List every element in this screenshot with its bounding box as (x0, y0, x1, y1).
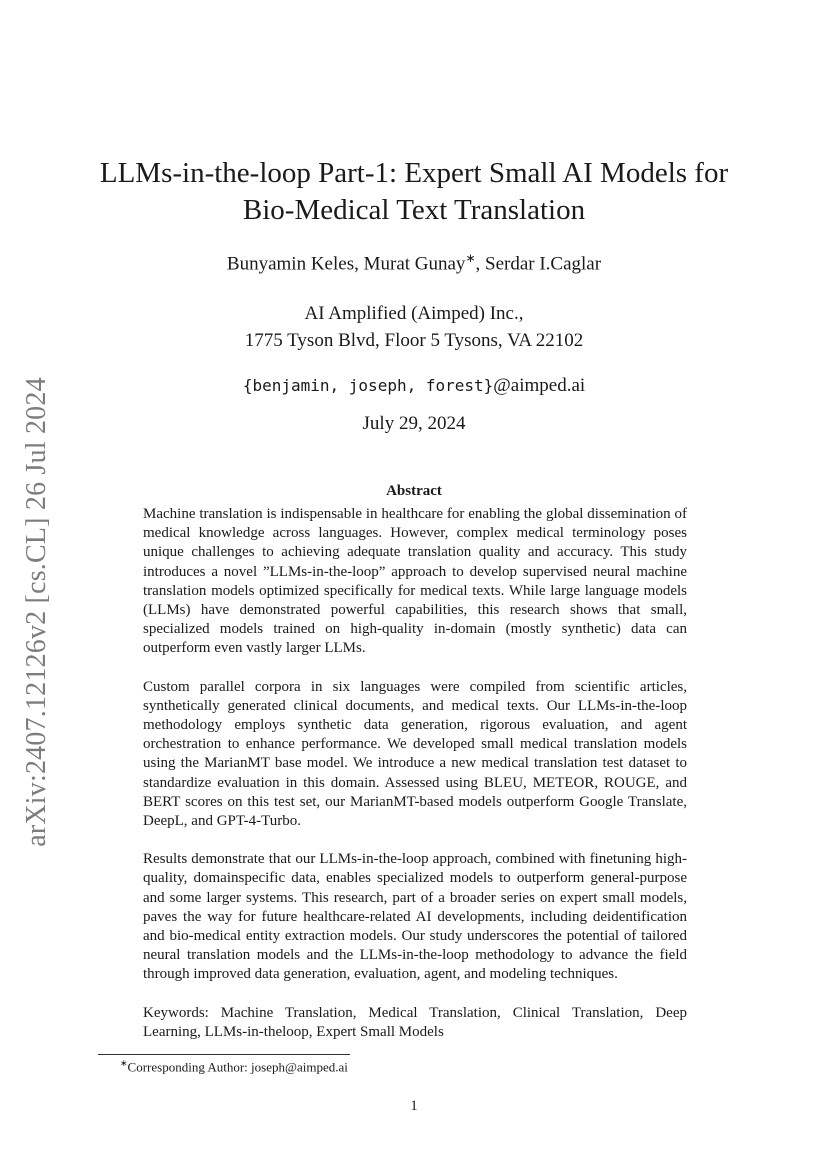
affiliation-line-2: 1775 Tyson Blvd, Floor 5 Tysons, VA 22102 (244, 330, 584, 351)
arxiv-identifier: arXiv:2407.12126v2 [cs.CL] 26 Jul 2024 (21, 377, 52, 847)
abstract-body (143, 505, 687, 1061)
authors-text-2: , Serdar I.Caglar (475, 253, 602, 275)
footnote (120, 1058, 348, 1075)
email-usernames: {benjamin, joseph, forest} (242, 376, 494, 395)
footnote-divider (98, 1054, 350, 1055)
corresponding-author-mark: ∗ (465, 251, 476, 265)
email-domain: @aimped.ai (493, 375, 586, 396)
paper-title (0, 155, 828, 229)
title-line-2: Bio-Medical Text Translation (242, 194, 586, 226)
abstract-paragraph-3: Results demonstrate that our LLMs-in-the-loop approach, combined with finetuning high-quality, domainspecific data, enables specialized models to outperform general-purpose and some larger systems. This research, part of a broader series on expert small models, paves the way for future healthcare-related AI developments, including deidentification and bio-medical entity extraction models. Our study underscores the potential of tailored neural translation models and the LLMs-in-the-loop methodology to advance the field through improved data generation, evaluation, agent, and modeling techniques. (143, 851, 687, 983)
footnote-mark: ∗ (120, 1058, 128, 1068)
publication-date: July 29, 2024 (362, 413, 466, 434)
abstract-heading: Abstract (386, 483, 442, 499)
footnote-text: Corresponding Author: joseph@aimped.ai (127, 1059, 348, 1075)
keywords: Keywords: Machine Translation, Medical Translation, Clinical Translation, Deep Learning, LLMs-in-theloop, Expert Small Models (143, 1004, 687, 1040)
abstract-paragraph-1: Machine translation is indispensable in healthcare for enabling the global dissemination of medical knowledge across languages. However, complex medical terminology poses unique challenges to achieving adequate translation quality and accuracy. This study introduces a novel ”LLMs-in-the-loop” approach to develop supervised neural machine translation models optimized specifically for medical texts. While large language models (LLMs) have demonstrated powerful capabilities, this research shows that small, specialized models trained on high-quality in-domain (mostly synthetic) data can outperform even vastly larger LLMs. (143, 506, 687, 657)
author-emails (0, 375, 828, 397)
author-list (0, 251, 828, 275)
affiliation-line-1: AI Amplified (Aimped) Inc., (304, 303, 524, 324)
abstract-paragraph-2: Custom parallel corpora in six languages were compiled from scientific articles, synthetically generated clinical documents, and medical texts. Our LLMs-in-the-loop methodology employs synthetic data generation, rigorous evaluation, and agent orchestration to enhance performance. We developed small medical translation models using the MarianMT base model. We introduce a new medical translation test dataset to standardize evaluation in this domain. Assessed using BLEU, METEOR, ROUGE, and BERT scores on this test set, our MarianMT-based models outperform Google Translate, DeepL, and GPT-4-Turbo. (143, 678, 687, 830)
title-line-1: LLMs-in-the-loop Part-1: Expert Small AI Models for (99, 157, 729, 189)
page-number: 1 (410, 1098, 418, 1114)
affiliation (0, 300, 828, 354)
authors-text-1: Bunyamin Keles, Murat Gunay (226, 253, 466, 275)
